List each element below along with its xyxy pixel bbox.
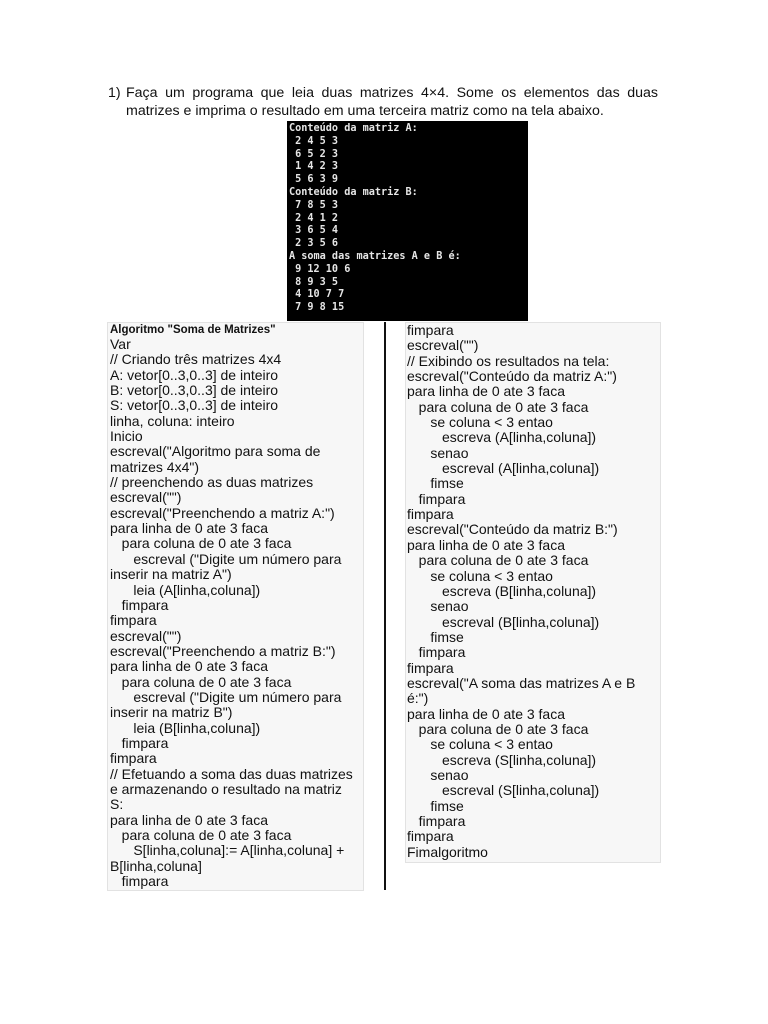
code-line: matrizes 4x4") (110, 458, 199, 475)
code-line: para linha de 0 ate 3 faca (110, 811, 269, 828)
code-line: senao (407, 598, 469, 615)
code-line: escreva (B[linha,coluna]) (407, 582, 597, 599)
code-line: S[linha,coluna]:= A[linha,coluna] + (110, 842, 345, 859)
code-line: S: vetor[0..3,0..3] de inteiro (110, 397, 279, 414)
code-line: fimse (407, 797, 464, 814)
code-line: fimpara (407, 659, 454, 676)
code-line: escreval (S[linha,coluna]) (407, 782, 600, 799)
console-output-image (287, 121, 528, 321)
console-line: 2 4 5 3 (289, 135, 339, 147)
code-line: B[linha,coluna] (110, 857, 202, 874)
code-line: escreval("Preenchendo a matriz B:") (110, 642, 336, 659)
code-line: para coluna de 0 ate 3 faca (407, 552, 589, 569)
code-line: escreval ("Digite um número para (110, 550, 342, 567)
console-line: 5 6 3 9 (289, 174, 339, 186)
code-line: se coluna < 3 entao (407, 567, 553, 584)
code-line: fimpara (407, 506, 454, 523)
code-line: escreval("Conteúdo da matriz A:") (407, 368, 617, 385)
code-line: fimpara (407, 644, 466, 661)
code-line: para linha de 0 ate 3 faca (407, 705, 566, 722)
code-line: escreval("Algoritmo para soma de (110, 443, 321, 460)
console-line: 7 9 8 15 (289, 302, 345, 314)
code-line: escreval("") (110, 627, 182, 644)
algorithm-right-column (405, 322, 661, 863)
console-line: Conteúdo da matriz B: (289, 186, 418, 198)
console-line: 2 4 1 2 (289, 212, 339, 224)
code-line: // Exibindo os resultados na tela: (407, 352, 610, 369)
code-line: fimpara (407, 490, 466, 507)
code-line: fimse (407, 475, 464, 492)
code-line: escreval ("Digite um número para (110, 688, 342, 705)
code-line: para linha de 0 ate 3 faca (110, 658, 269, 675)
code-line: linha, coluna: inteiro (110, 412, 235, 429)
console-line: 8 9 3 5 (289, 276, 339, 288)
code-line: fimpara (110, 734, 169, 751)
code-line: para linha de 0 ate 3 faca (407, 536, 566, 553)
code-line: A: vetor[0..3,0..3] de inteiro (110, 366, 279, 383)
code-line: escreval("A soma das matrizes A e B (407, 674, 636, 691)
console-line: A soma das matrizes A e B é: (289, 250, 461, 262)
code-line: escreval (A[linha,coluna]) (407, 460, 600, 477)
algorithm-title: Algoritmo "Soma de Matrizes" (110, 324, 276, 336)
code-line: escreval("Preenchendo a matriz A:") (110, 504, 335, 521)
code-line: // Efetuando a soma das duas matrizes (110, 765, 353, 782)
code-line: Fimalgoritmo (407, 843, 488, 860)
console-line: 4 10 7 7 (289, 289, 345, 301)
code-line: leia (A[linha,coluna]) (110, 581, 261, 598)
code-line: fimpara (110, 596, 169, 613)
code-line: fimpara (110, 873, 169, 890)
code-line: e armazenando o resultado na matriz (110, 780, 342, 797)
column-divider (384, 322, 386, 890)
code-line: inserir na matriz A") (110, 566, 232, 583)
code-line: para linha de 0 ate 3 faca (110, 520, 269, 537)
code-line: escreval("") (110, 489, 182, 506)
code-line: Inicio (110, 428, 143, 445)
code-line: se coluna < 3 entao (407, 736, 553, 753)
console-line: 6 5 2 3 (289, 148, 339, 160)
console-line: 3 6 5 4 (289, 225, 339, 237)
console-line: 1 4 2 3 (289, 161, 339, 173)
code-line: B: vetor[0..3,0..3] de inteiro (110, 382, 279, 399)
code-line: escreval (B[linha,coluna]) (407, 613, 600, 630)
code-line: para coluna de 0 ate 3 faca (407, 398, 589, 415)
code-line: inserir na matriz B") (110, 704, 233, 721)
code-line: // Criando três matrizes 4x4 (110, 351, 282, 368)
code-line: fimpara (110, 612, 157, 629)
console-line: 2 3 5 6 (289, 238, 339, 250)
code-line: escreva (A[linha,coluna]) (407, 429, 597, 446)
code-line: fimpara (110, 750, 157, 767)
code-line: se coluna < 3 entao (407, 414, 553, 431)
console-line: 9 12 10 6 (289, 263, 351, 275)
console-line: Conteúdo da matriz A: (289, 123, 418, 134)
code-line: para coluna de 0 ate 3 faca (110, 827, 292, 843)
left-code-lines (110, 337, 361, 889)
question-text: Faça um programa que leia duas matrizes 4×4. Some os elementos das duas matrizes e imprima o resultado em uma terceira matriz como na tela abaixo. (126, 85, 658, 119)
code-line: fimpara (407, 813, 466, 829)
code-line: para linha de 0 ate 3 faca (407, 383, 566, 400)
code-line: para coluna de 0 ate 3 faca (407, 720, 589, 737)
console-line: 7 8 5 3 (289, 199, 339, 211)
code-line: senao (407, 444, 469, 461)
code-line: escreval("Conteúdo da matriz B:") (407, 521, 618, 538)
code-line: para coluna de 0 ate 3 faca (110, 673, 292, 690)
code-line: senao (407, 766, 469, 783)
code-line: escreva (S[linha,coluna]) (407, 751, 597, 768)
code-line: é:") (407, 690, 429, 707)
code-line: fimpara (407, 322, 454, 338)
code-line: fimse (407, 628, 464, 645)
code-line: escreval("") (407, 337, 479, 354)
code-line: fimpara (407, 828, 454, 845)
algorithm-left-column (107, 322, 364, 891)
code-line: Var (110, 336, 131, 352)
right-code-lines (407, 323, 658, 860)
code-line: para coluna de 0 ate 3 faca (110, 535, 292, 552)
code-line: leia (B[linha,coluna]) (110, 719, 261, 736)
question (108, 84, 658, 120)
code-line: S: (110, 796, 124, 813)
code-line: // preenchendo as duas matrizes (110, 474, 314, 491)
question-number: 1) (108, 85, 121, 101)
